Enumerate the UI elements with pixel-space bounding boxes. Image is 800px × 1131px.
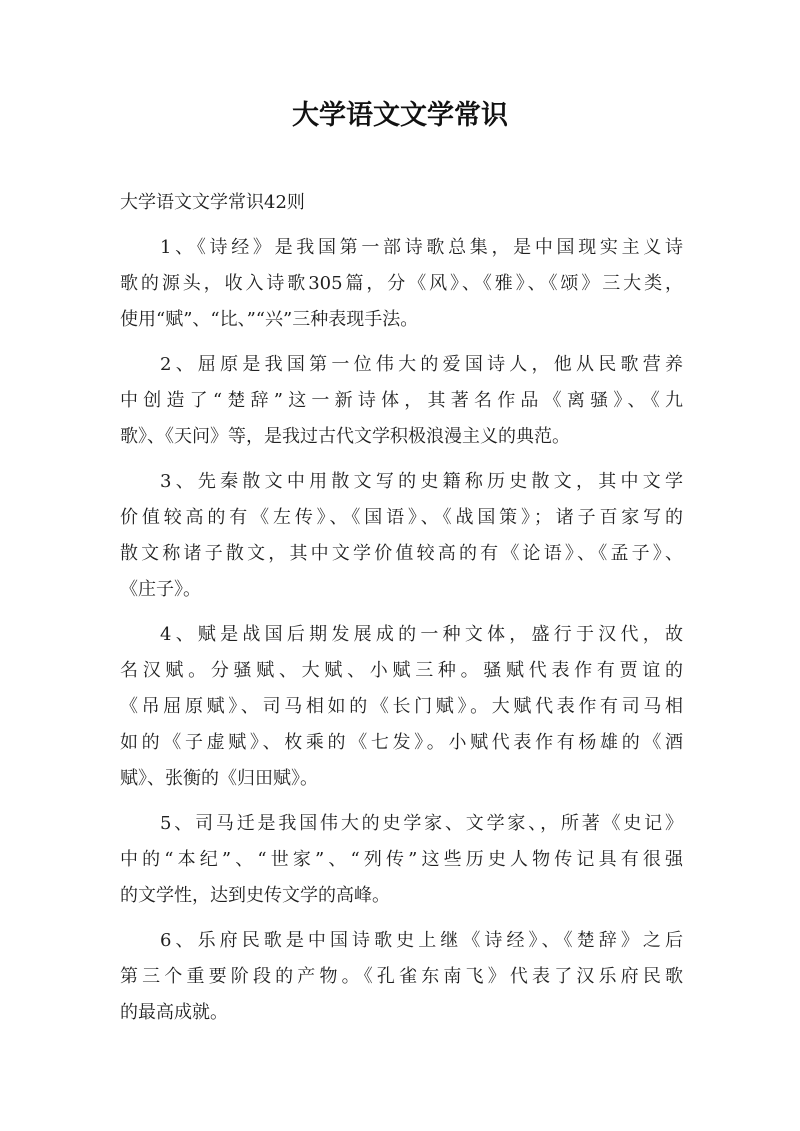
paragraph-line: 6、乐府民歌是中国诗歌史上继《诗经》、《楚辞》之后 [160,930,683,951]
paragraph-line: 使用“赋”、“比、”“兴”三种表现手法。 [120,309,419,330]
paragraph-line: 5、司马迁是我国伟大的史学家、文学家、，所著《史记》 [160,813,683,834]
paragraph-line: 价值较高的有《左传》、《国语》、《战国策》；诸子百家写的 [120,507,683,528]
paragraph-line: 的文学性，达到史传文学的高峰。 [120,885,390,906]
paragraph-line: 歌》、《天问》等，是我过古代文学积极浪漫主义的典范。 [120,426,570,447]
paragraph-line: 中的“本纪”、“世家”、“列传”这些历史人物传记具有很强 [120,849,683,870]
paragraph-1 [120,221,683,338]
paragraph-line: 中创造了“楚辞”这一新诗体，其著名作品《离骚》、《九 [120,390,683,411]
paragraph-line: 3、先秦散文中用散文写的史籍称历史散文，其中文学 [160,471,683,492]
document-title: 大学语文文学常识 [292,100,508,131]
paragraph-line: 第三个重要阶段的产物。《孔雀东南飞》代表了汉乐府民歌 [120,966,683,987]
document-body [120,185,683,1031]
paragraph-line: 《吊屈原赋》、司马相如的《长门赋》。大赋代表作有司马相 [120,696,683,717]
paragraph-3 [120,455,683,608]
paragraph-2 [120,338,683,455]
paragraph-line: 1、《诗经》是我国第一部诗歌总集，是中国现实主义诗 [160,237,683,258]
document-subtitle: 大学语文文学常识42则 [120,192,305,213]
paragraph-line: 歌的源头，收入诗歌305篇，分《风》、《雅》、《颂》三大类， [120,273,683,294]
paragraph-line: 4、赋是战国后期发展成的一种文体，盛行于汉代，故 [160,624,683,645]
paragraph-line: 2、屈原是我国第一位伟大的爱国诗人，他从民歌营养 [160,354,683,375]
paragraph-4 [120,608,683,797]
paragraph-line: 名汉赋。分骚赋、大赋、小赋三种。骚赋代表作有贾谊的 [120,660,683,681]
paragraph-line: 如的《子虚赋》、枚乘的《七发》。小赋代表作有杨雄的《酒 [120,732,683,753]
paragraph-line: 《庄子》。 [120,579,201,600]
paragraph-line: 散文称诸子散文，其中文学价值较高的有《论语》、《孟子》、 [120,543,683,564]
paragraph-5 [120,797,683,914]
paragraph-line: 赋》、张衡的《归田赋》。 [120,768,318,789]
paragraph-line: 的最高成就。 [120,1002,228,1023]
paragraph-6 [120,914,683,1031]
